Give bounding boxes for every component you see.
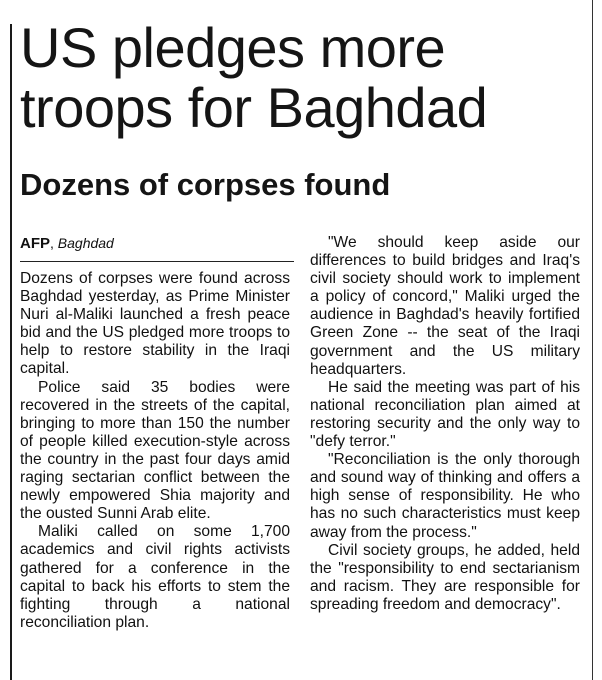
- column-rule-right: [592, 0, 593, 680]
- byline: [20, 234, 294, 262]
- paragraph: Dozens of corpses were found across Baghdad yesterday, as Prime Minister Nuri al-Maliki launched a fresh peace bid and the US pledged more troops to help to restore stability in the Iraqi capital.: [20, 270, 290, 378]
- byline-location: Baghdad: [57, 235, 114, 251]
- paragraph: He said the meeting was part of his national reconciliation plan aimed at restoring security and the only way to "defy terror.": [310, 378, 580, 451]
- paragraph: Maliki called on some 1,700 academics and civil rights activists gathered for a conference in the capital to back his efforts to stem the fighting through a national reconciliation plan.: [20, 523, 290, 631]
- headline: US pledges more troops for Baghdad: [20, 16, 488, 139]
- column-rule-left: [10, 24, 12, 680]
- paragraph: "Reconciliation is the only thorough and sound way of thinking and offers a high sense of responsibility. He who has no such characteristics must keep away from the process.": [310, 451, 580, 541]
- article-column-left: [20, 270, 290, 632]
- byline-separator: ,: [50, 235, 58, 251]
- byline-agency: AFP: [20, 235, 50, 252]
- paragraph: "We should keep aside our differences to build bridges and Iraq's civil society should work to implement a policy of concord," Maliki urged the audience in Baghdad's heavily fortified Green Zone -- the seat of the Iraqi government and the US military headquarters.: [310, 234, 580, 378]
- article-column-right: [310, 234, 580, 614]
- paragraph: Civil society groups, he added, held the "responsibility to end sectarianism and racism. They are responsible for spreading freedom and democracy".: [310, 541, 580, 613]
- paragraph: Police said 35 bodies were recovered in the streets of the capital, bringing to more than 150 the number of people killed execution-style across the country in the past four days amid raging sectarian conflict between the newly empowered Shia majority and the ousted Sunni Arab elite.: [20, 378, 290, 523]
- subheadline: Dozens of corpses found: [20, 167, 391, 202]
